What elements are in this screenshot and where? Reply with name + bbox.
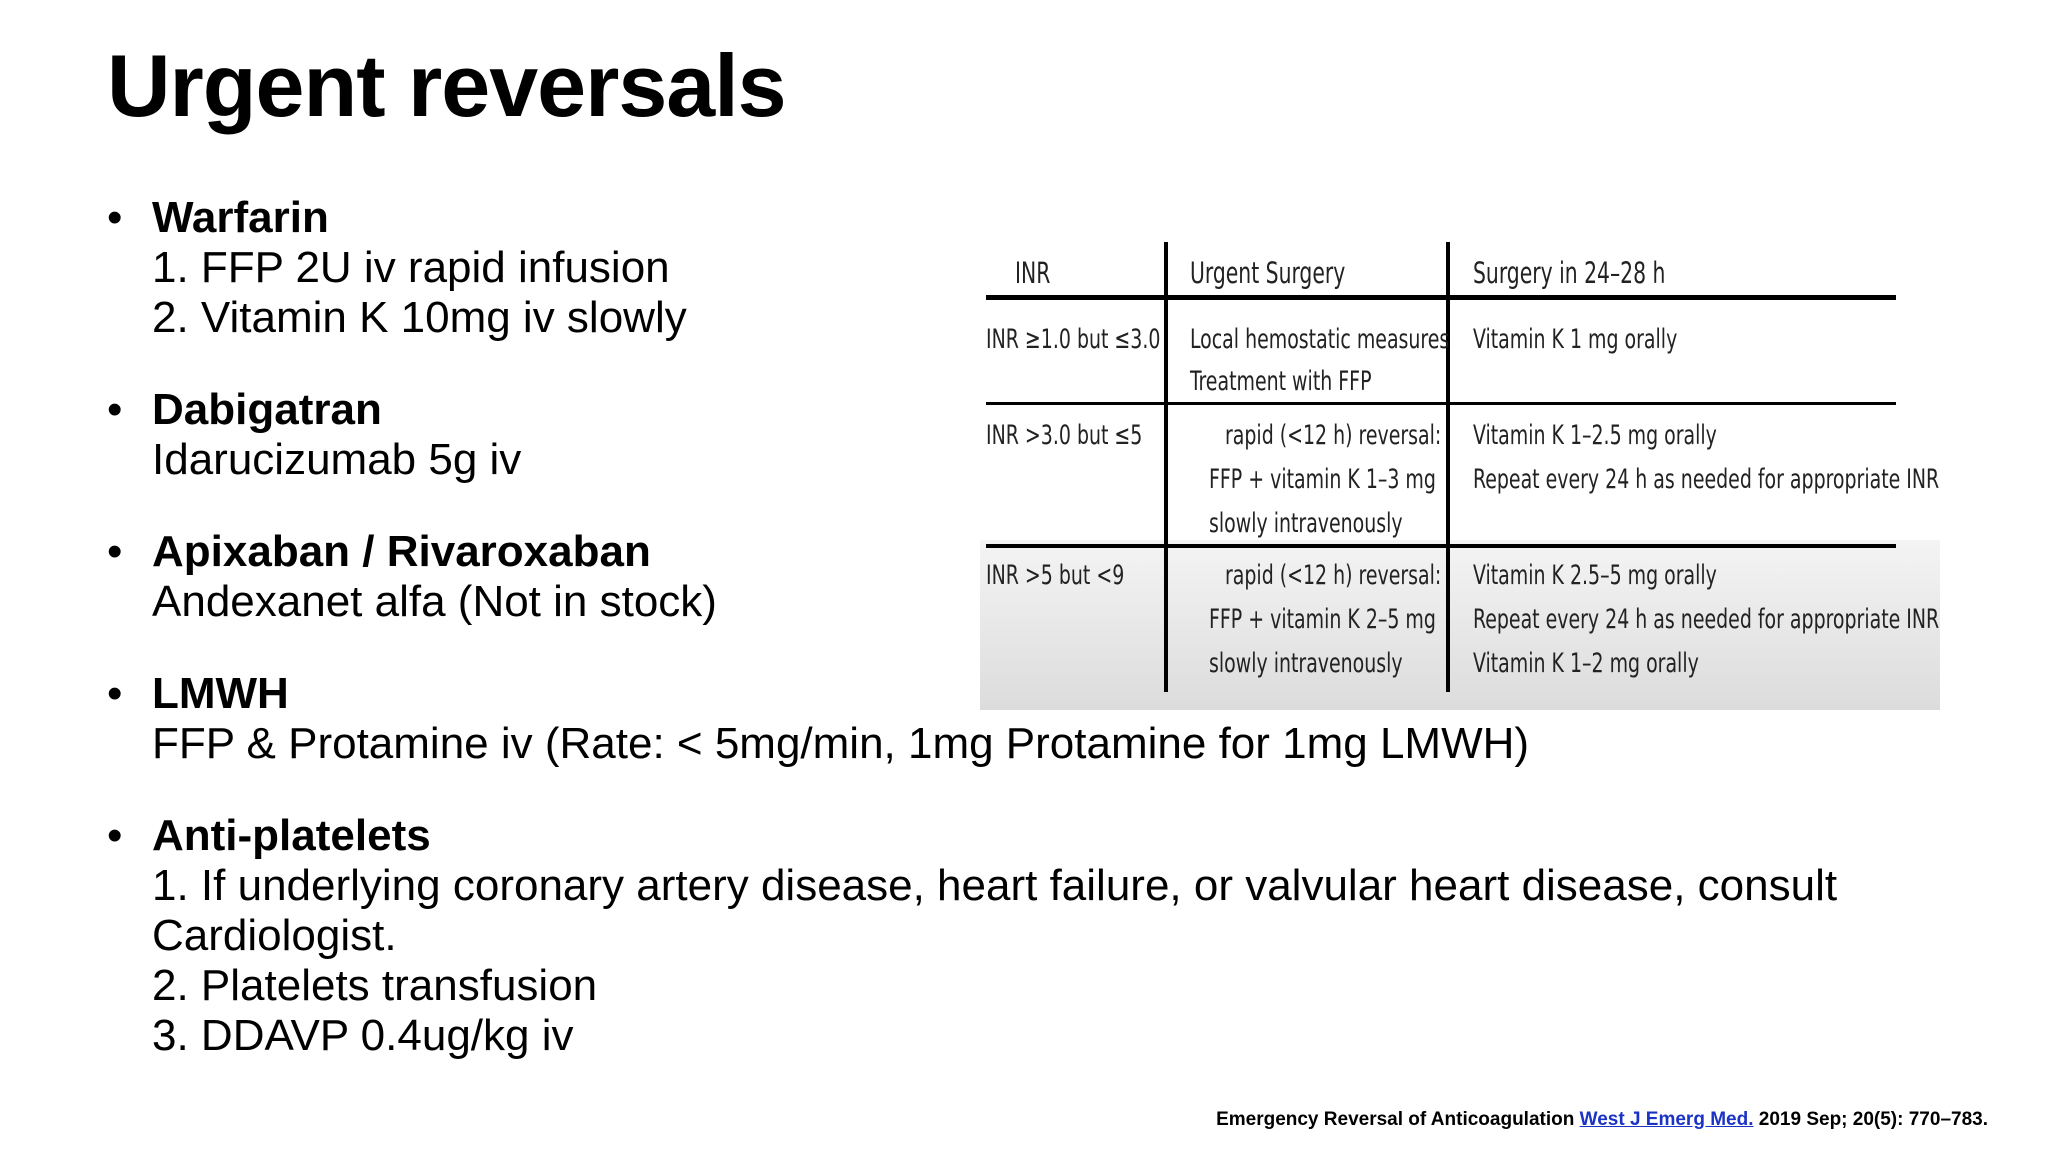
table-cell-urgent: slowly intravenously <box>1209 508 1403 539</box>
citation-suffix: 2019 Sep; 20(5): 770–783. <box>1753 1109 1988 1130</box>
bullet-heading: LMWH <box>152 669 289 718</box>
slide-title: Urgent reversals <box>107 36 786 135</box>
table-cell-urgent: Treatment with FFP <box>1190 366 1372 397</box>
table-cell-urgent: slowly intravenously <box>1209 648 1403 679</box>
bullet-line: 2. Vitamin K 10mg iv slowly <box>152 293 687 342</box>
bullet-anti-platelets <box>107 811 1987 1061</box>
table-cell-later: Repeat every 24 h as needed for appropriate INR <box>1473 604 1940 635</box>
table-cell-later: Vitamin K 2.5–5 mg orally <box>1473 560 1717 591</box>
bullet-dot-icon: • <box>107 811 123 860</box>
table-cell-later: Vitamin K 1–2.5 mg orally <box>1473 420 1717 451</box>
table-cell-later: Vitamin K 1–2 mg orally <box>1473 648 1699 679</box>
citation <box>1216 1109 1988 1131</box>
table-cell-inr: INR ≥1.0 but ≤3.0 <box>986 324 1161 355</box>
table-cell-urgent: rapid (<12 h) reversal: <box>1225 420 1442 451</box>
bullet-dot-icon: • <box>107 193 123 242</box>
bullet-heading: Dabigatran <box>152 385 382 434</box>
bullet-line: Cardiologist. <box>152 911 397 960</box>
bullet-dot-icon: • <box>107 669 123 718</box>
citation-journal-link[interactable]: West J Emerg Med. <box>1579 1109 1754 1130</box>
table-cell-inr: INR >5 but <9 <box>986 560 1125 591</box>
bullet-dot-icon: • <box>107 527 123 576</box>
bullet-line: 1. If underlying coronary artery disease, heart failure, or valvular heart disease, consult <box>152 861 1838 910</box>
table-header-surgery-24-28h: Surgery in 24–28 h <box>1473 256 1666 290</box>
bullet-line: Andexanet alfa (Not in stock) <box>152 577 717 626</box>
citation-prefix: Emergency Reversal of Anticoagulation <box>1216 1109 1580 1130</box>
table-header-inr: INR <box>1015 256 1051 290</box>
table-cell-inr: INR >3.0 but ≤5 <box>986 420 1143 451</box>
bullet-dot-icon: • <box>107 385 123 434</box>
table-header-urgent-surgery: Urgent Surgery <box>1190 256 1346 290</box>
table-cell-urgent: Local hemostatic measures <box>1190 324 1450 355</box>
bullet-line: Idarucizumab 5g iv <box>152 435 522 484</box>
table-cell-urgent: FFP + vitamin K 2–5 mg <box>1209 604 1436 635</box>
bullet-heading: Anti-platelets <box>152 811 431 860</box>
table-header-rule <box>986 295 1896 300</box>
bullet-heading: Warfarin <box>152 193 329 242</box>
table-cell-later: Repeat every 24 h as needed for appropriate INR <box>1473 464 1940 495</box>
bullet-heading: Apixaban / Rivaroxaban <box>152 527 651 576</box>
table-cell-later: Vitamin K 1 mg orally <box>1473 324 1678 355</box>
table-column-rule <box>1164 242 1168 692</box>
table-row-rule <box>986 544 1896 548</box>
table-column-rule <box>1446 242 1450 692</box>
bullet-line: 1. FFP 2U iv rapid infusion <box>152 243 670 292</box>
table-cell-urgent: FFP + vitamin K 1–3 mg <box>1209 464 1436 495</box>
table-row-rule <box>986 402 1896 405</box>
bullet-line: 2. Platelets transfusion <box>152 961 598 1010</box>
inr-reversal-table <box>980 238 1940 710</box>
bullet-line: 3. DDAVP 0.4ug/kg iv <box>152 1011 574 1060</box>
table-cell-urgent: rapid (<12 h) reversal: <box>1225 560 1442 591</box>
bullet-line: FFP & Protamine iv (Rate: < 5mg/min, 1mg Protamine for 1mg LMWH) <box>152 719 1530 768</box>
